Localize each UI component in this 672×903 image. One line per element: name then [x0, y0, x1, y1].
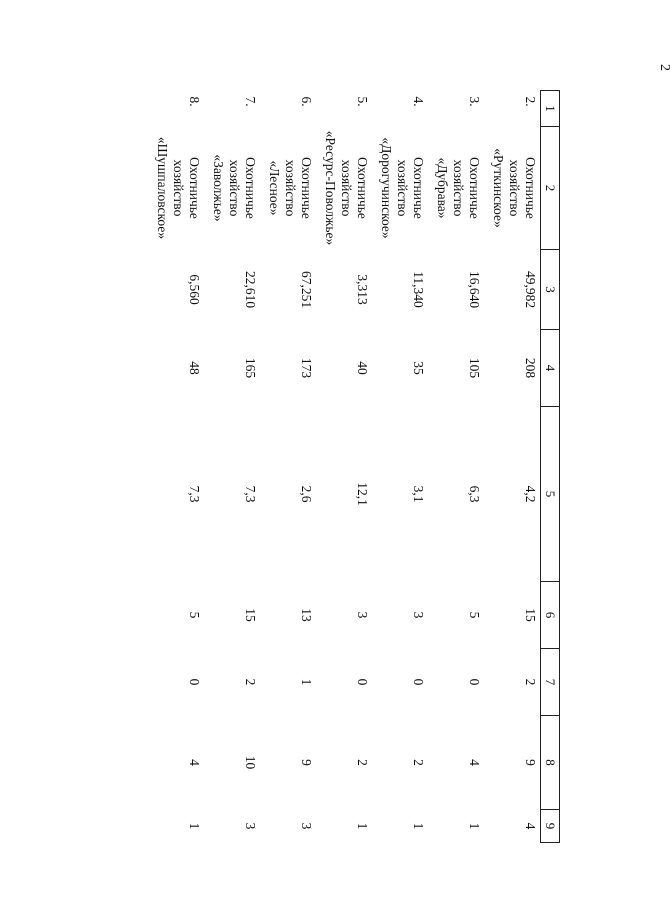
name-line: Охотничье: [187, 157, 203, 219]
header-cell-7: 7: [541, 649, 560, 716]
table-container: [110, 90, 560, 842]
data-table: [149, 90, 561, 843]
cell-c5: 12,1: [355, 482, 371, 506]
cell-c6: 15: [523, 608, 538, 622]
table-row: [373, 91, 429, 843]
cell-c8: 9: [299, 759, 315, 766]
cell-c9: 1: [355, 822, 371, 830]
name-line: хозяйство: [283, 159, 299, 217]
cell-c6: 3: [411, 611, 427, 619]
name-line: «Заволжье»: [211, 154, 227, 222]
header-cell-3: 3: [541, 250, 560, 330]
cell-c3: 11,340: [411, 271, 427, 308]
cell-c4: 165: [243, 357, 259, 379]
row-number: 5.: [355, 96, 371, 107]
cell-c9: 3: [243, 822, 259, 830]
name-line: «Руткинское»: [491, 148, 506, 228]
cell-c5: 6,3: [467, 485, 483, 503]
header-row: [541, 91, 560, 843]
cell-c5: 7,3: [243, 485, 259, 503]
name-line: «Шушпаловское»: [155, 136, 171, 240]
header-cell-8: 8: [541, 716, 560, 810]
cell-c9: 1: [467, 822, 483, 830]
table-row: [149, 91, 205, 843]
name-line: Охотничье: [355, 157, 371, 219]
cell-c8: 2: [355, 759, 371, 766]
cell-c6: 5: [187, 611, 203, 619]
cell-c3: 3,313: [355, 274, 371, 305]
cell-c5: 2,6: [299, 485, 315, 503]
cell-c9: 1: [411, 822, 427, 830]
header-cell-5: 5: [541, 407, 560, 582]
cell-c6: 15: [243, 608, 259, 622]
hunting-farm-name: [205, 127, 261, 250]
row-number: 4.: [411, 96, 427, 107]
name-line: хозяйство: [451, 159, 467, 217]
hunting-farm-name: [317, 127, 373, 250]
header-cell-4: 4: [541, 330, 560, 407]
cell-c4: 105: [467, 357, 483, 379]
cell-c8: 4: [187, 759, 203, 766]
table-row: [317, 91, 373, 843]
cell-c4: 35: [411, 361, 427, 375]
row-number: 3.: [467, 96, 483, 107]
row-number: 2.: [523, 96, 538, 107]
cell-c5: 7,3: [187, 485, 203, 503]
name-line: хозяйство: [395, 159, 411, 217]
table-row: [429, 91, 485, 843]
cell-c4: 173: [299, 357, 315, 379]
row-number: 6.: [299, 96, 315, 107]
cell-c7: 0: [355, 678, 371, 686]
hunting-farm-name: [485, 127, 541, 250]
cell-c4: 48: [187, 361, 203, 375]
cell-c8: 9: [523, 759, 538, 766]
name-line: «Ресурс-Поволжье»: [323, 130, 339, 246]
cell-c3: 67,251: [299, 270, 315, 309]
cell-c6: 5: [467, 611, 483, 619]
cell-c9: 3: [299, 822, 315, 830]
name-line: Охотничье: [523, 157, 538, 219]
cell-c3: 49,982: [523, 270, 538, 309]
cell-c7: 1: [299, 678, 315, 686]
table-body: [149, 91, 541, 843]
cell-c6: 3: [355, 611, 371, 619]
header-cell-2: 2: [541, 127, 560, 250]
cell-c4: 208: [523, 357, 538, 379]
cell-c4: 40: [355, 361, 371, 375]
name-line: хозяйство: [171, 159, 187, 217]
cell-c7: 0: [411, 678, 427, 686]
name-line: Охотничье: [467, 157, 483, 219]
cell-c5: 4,2: [523, 485, 538, 503]
cell-c3: 16,640: [467, 270, 483, 309]
cell-c9: 1: [187, 822, 203, 830]
name-line: «Дорогучинское»: [379, 137, 395, 239]
header-cell-1: 1: [541, 91, 560, 127]
cell-c6: 13: [299, 608, 315, 622]
name-line: Охотничье: [243, 157, 259, 219]
name-line: «Лесное»: [267, 160, 283, 216]
cell-c8: 2: [411, 759, 427, 766]
cell-c7: 2: [523, 678, 538, 686]
cell-c7: 0: [187, 678, 203, 686]
row-number: 8.: [187, 96, 203, 107]
name-line: Охотничье: [411, 157, 427, 219]
hunting-farm-name: [149, 127, 205, 250]
header-cell-9: 9: [541, 810, 560, 843]
cell-c8: 4: [467, 759, 483, 766]
table-row: [485, 91, 541, 843]
cell-c7: 2: [243, 678, 259, 686]
name-line: «Дубрава»: [435, 157, 451, 219]
hunting-farm-name: [373, 127, 429, 250]
page-number: 2: [657, 64, 672, 71]
cell-c8: 10: [243, 755, 259, 770]
cell-c7: 0: [467, 678, 483, 686]
cell-c9: 4: [523, 822, 538, 830]
name-line: хозяйство: [507, 159, 522, 217]
table-row: [205, 91, 261, 843]
table-row: [261, 91, 317, 843]
hunting-farm-name: [429, 127, 485, 250]
name-line: хозяйство: [227, 159, 243, 217]
cell-c5: 3,1: [411, 485, 427, 503]
hunting-farm-name: [261, 127, 317, 250]
name-line: Охотничье: [299, 157, 315, 219]
row-number: 7.: [243, 96, 259, 107]
name-line: хозяйство: [339, 159, 355, 217]
cell-c3: 6,560: [187, 274, 203, 305]
header-cell-6: 6: [541, 582, 560, 649]
cell-c3: 22,610: [243, 270, 259, 309]
